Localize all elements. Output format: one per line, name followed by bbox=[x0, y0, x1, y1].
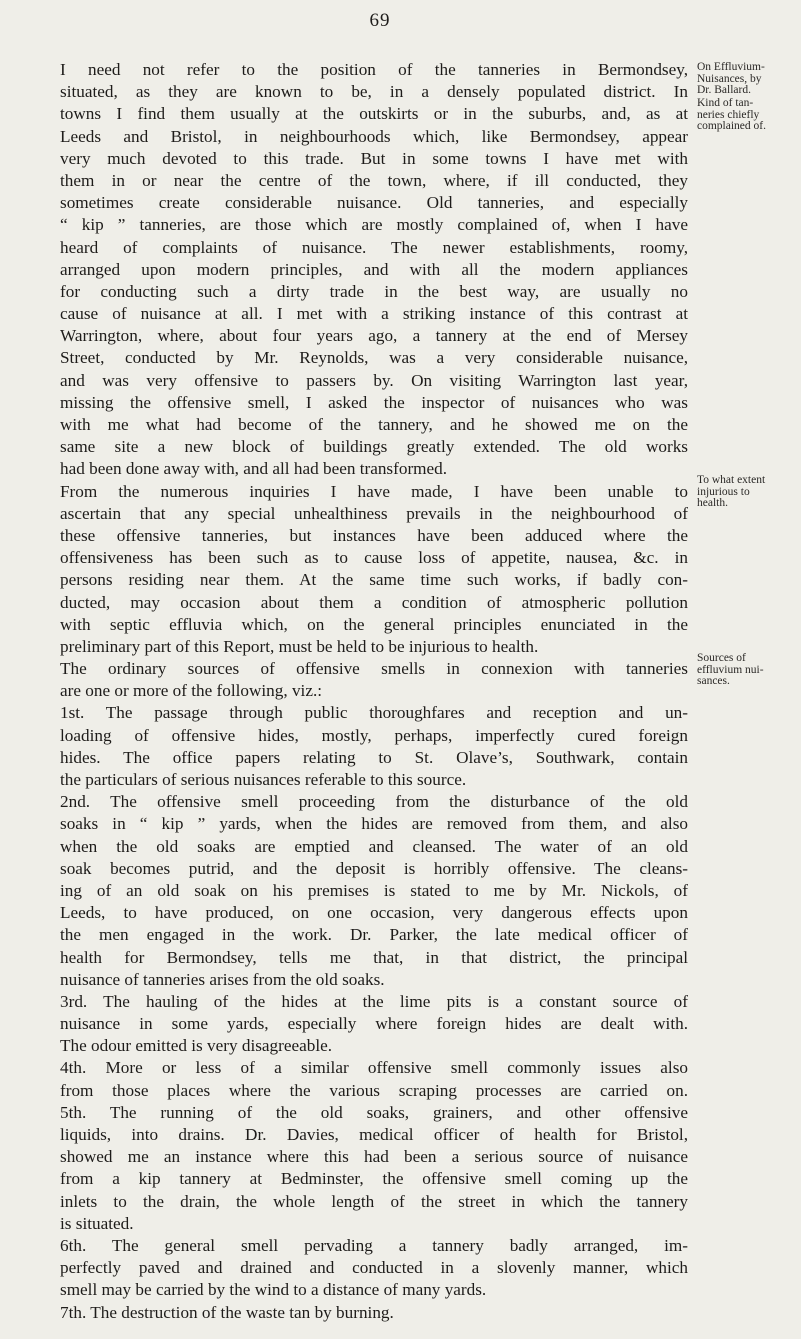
text-line: inlets to the drain, the whole length of the street in which the tannery bbox=[60, 1191, 688, 1211]
text-line: the men engaged in the work. Dr. Parker, the late medical officer of bbox=[60, 925, 688, 945]
text-line: health for Bermondsey, tells me that, in that district, the principal bbox=[60, 947, 688, 967]
sidenote-line: neries chiefly bbox=[697, 108, 760, 121]
sidenote-line: Kind of tan- bbox=[697, 97, 754, 109]
text-line: and was very offensive to passers by. On visiting Warrington last year, bbox=[60, 370, 688, 390]
sidenote-line: sances. bbox=[697, 675, 730, 687]
text-line: smell may be carried by the wind to a distance of many yards. bbox=[60, 1280, 487, 1300]
text-line: ducted, may occasion about them a condition of atmospheric pollution bbox=[60, 592, 688, 612]
text-line: nuisance of tanneries arises from the old soaks. bbox=[60, 969, 385, 989]
text-line: soaks in “ kip ” yards, when the hides are removed from them, and also bbox=[60, 814, 688, 834]
main-text bbox=[60, 59, 688, 1324]
text-line: cause of nuisance at all. I met with a striking instance of this contrast at bbox=[60, 304, 688, 324]
text-line: the particulars of serious nuisances referable to this source. bbox=[60, 770, 467, 789]
text-line: ascertain that any special unhealthiness prevails in the neighbourhood of bbox=[60, 503, 688, 523]
text-line: preliminary part of this Report, must be held to be injurious to health. bbox=[60, 636, 539, 656]
text-line: them in or near the centre of the town, where, if ill conducted, they bbox=[60, 170, 688, 190]
sidenote-line: Dr. Ballard. bbox=[697, 84, 751, 96]
sidenote-kind-of-tanneries bbox=[697, 98, 799, 133]
sidenote-line: injurious to bbox=[697, 485, 750, 498]
text-line: ing of an old soak on his premises is stated to me by Mr. Nickols, of bbox=[60, 880, 688, 900]
text-line: had been done away with, and all had been transformed. bbox=[60, 459, 448, 479]
text-line: heard of complaints of nuisance. The newer establishments, roomy, bbox=[60, 237, 688, 257]
text-line: same site a new block of buildings greatly extended. The old works bbox=[60, 437, 688, 457]
text-line: 4th. More or less of a similar offensive smell commonly issues also bbox=[60, 1058, 688, 1078]
text-line: sometimes create considerable nuisance. Old tanneries, and especially bbox=[60, 193, 688, 213]
text-line: for conducting such a dirty trade in the best way, are usually no bbox=[60, 281, 688, 301]
text-line: 6th. The general smell pervading a tannery badly arranged, im- bbox=[60, 1235, 688, 1255]
text-line: The ordinary sources of offensive smells in connexion with tanneries bbox=[60, 659, 688, 679]
sidenote-line: complained of. bbox=[697, 120, 766, 132]
text-line: with septic effluvia which, on the general principles enunciated in the bbox=[60, 614, 688, 634]
sidenote-line: effluvium nui- bbox=[697, 663, 764, 676]
text-line: Warrington, where, about four years ago, a tannery at the end of Mersey bbox=[60, 326, 688, 346]
text-line: are one or more of the following, viz.: bbox=[60, 681, 323, 701]
text-line: with me what had become of the tannery, and he showed me on the bbox=[60, 415, 688, 434]
sidenote-line: On Effluvium- bbox=[697, 61, 765, 73]
text-line: persons residing near them. At the same time such works, if badly con- bbox=[60, 570, 688, 590]
text-line: 7th. The destruction of the waste tan by burning. bbox=[60, 1302, 394, 1322]
text-line: From the numerous inquiries I have made, I have been unable to bbox=[60, 481, 688, 501]
sidenote-line: health. bbox=[697, 497, 728, 509]
text-line: hides. The office papers relating to St. Olave’s, Southwark, contain bbox=[60, 747, 688, 767]
sidenote-line: Sources of bbox=[697, 652, 746, 664]
text-line: showed me an instance where this had been a serious source of nuisance bbox=[60, 1147, 688, 1167]
text-line: situated, as they are known to be, in a densely populated district. In bbox=[60, 82, 688, 102]
text-line: soak becomes putrid, and the deposit is horribly offensive. The cleans- bbox=[60, 858, 688, 878]
text-line: from a kip tannery at Bedminster, the offensive smell coming up the bbox=[60, 1169, 688, 1189]
text-line: arranged upon modern principles, and with all the modern appliances bbox=[60, 259, 688, 279]
text-line: liquids, into drains. Dr. Davies, medical officer of health for Bristol, bbox=[60, 1125, 688, 1144]
text-line: towns I find them usually at the outskirts or in the suburbs, and, as at bbox=[60, 104, 688, 124]
text-line: The odour emitted is very disagreeable. bbox=[60, 1036, 333, 1056]
text-line: these offensive tanneries, but instances have been adduced where the bbox=[60, 525, 688, 545]
text-line: 2nd. The offensive smell proceeding from the disturbance of the old bbox=[60, 792, 688, 812]
sidenote-line: To what extent bbox=[697, 474, 766, 486]
sidenote-line: Nuisances, by bbox=[697, 72, 762, 85]
text-line: Leeds and Bristol, in neighbourhoods which, like Bermondsey, appear bbox=[60, 126, 688, 146]
sidenote-effluvium-nuisances bbox=[697, 62, 799, 97]
text-line: missing the offensive smell, I asked the inspector of nuisances who was bbox=[60, 392, 688, 412]
text-line: I need not refer to the position of the tanneries in Bermondsey, bbox=[60, 60, 688, 79]
text-line: loading of offensive hides, mostly, perhaps, imperfectly cured foreign bbox=[60, 725, 688, 745]
text-line: nuisance in some yards, especially where foreign hides are dealt with. bbox=[60, 1014, 688, 1034]
text-line: perfectly paved and drained and conducted in a slovenly manner, which bbox=[60, 1258, 688, 1278]
text-line: 1st. The passage through public thoroughfares and reception and un- bbox=[60, 703, 688, 723]
sidenote-injurious-to-health bbox=[697, 475, 799, 510]
text-line: Street, conducted by Mr. Reynolds, was a very considerable nuisance, bbox=[60, 348, 688, 368]
text-line: 3rd. The hauling of the hides at the lime pits is a constant source of bbox=[60, 991, 688, 1011]
text-line: from those places where the various scraping processes are carried on. bbox=[60, 1080, 688, 1100]
page-number: 69 bbox=[369, 10, 391, 31]
text-line: 5th. The running of the old soaks, grainers, and other offensive bbox=[60, 1102, 688, 1122]
text-line: when the old soaks are emptied and cleansed. The water of an old bbox=[60, 836, 688, 856]
text-line: offensiveness has been such as to cause loss of appetite, nausea, &c. in bbox=[60, 548, 688, 568]
sidenote-sources-of-effluvium bbox=[697, 653, 799, 688]
text-line: “ kip ” tanneries, are those which are mostly complained of, when I have bbox=[60, 215, 688, 235]
text-line: is situated. bbox=[60, 1213, 134, 1233]
text-line: very much devoted to this trade. But in some towns I have met with bbox=[60, 148, 688, 168]
text-line: Leeds, to have produced, on one occasion, very dangerous effects upon bbox=[60, 903, 688, 923]
